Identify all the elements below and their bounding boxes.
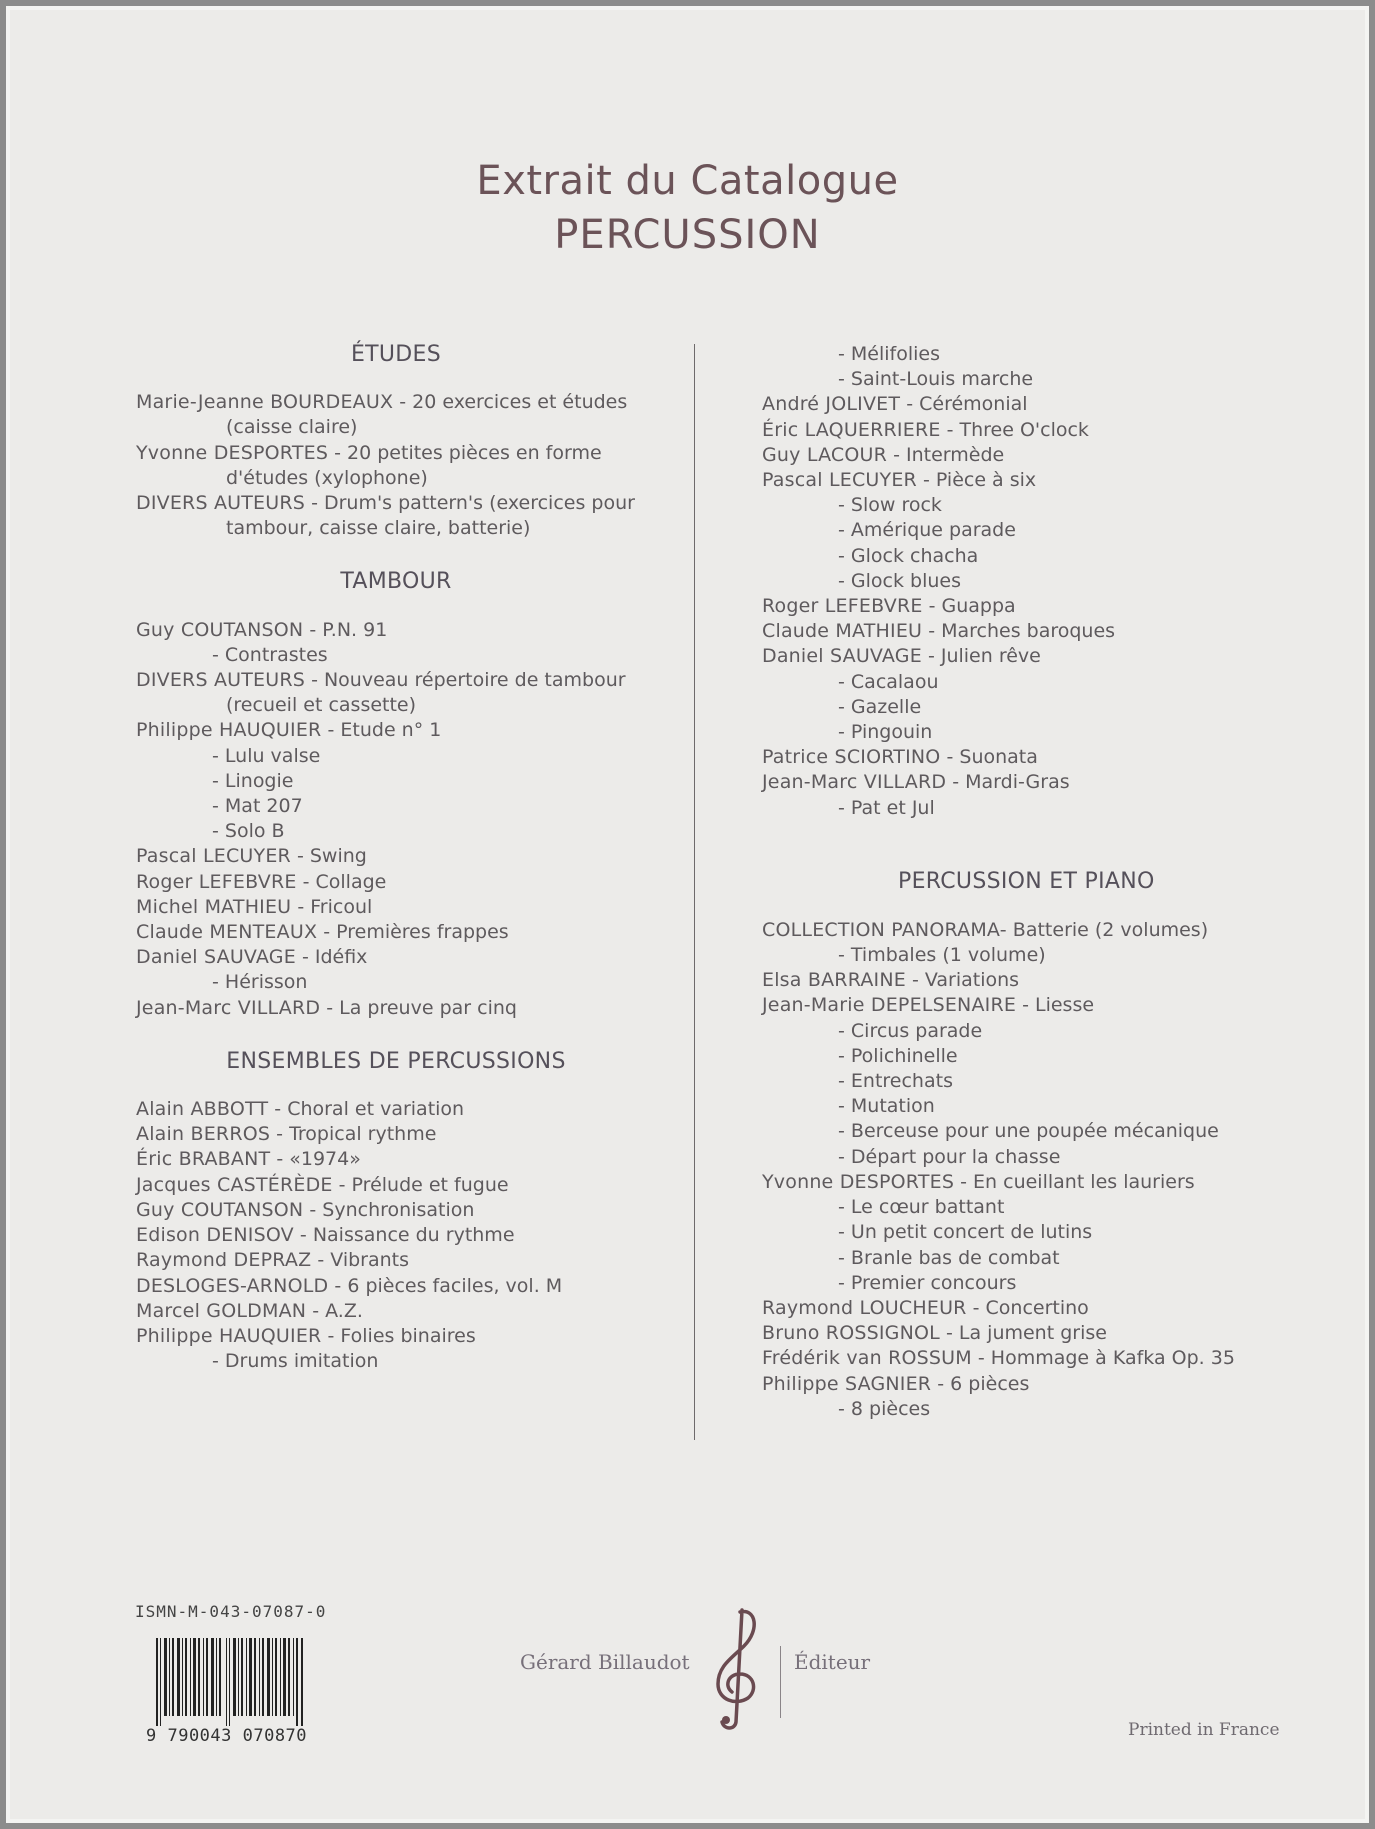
catalogue-entry: Bruno ROSSIGNOL - La jument grise: [762, 1322, 1107, 1345]
section-title-piano: PERCUSSION ET PIANO: [898, 868, 1155, 894]
ismn-code: ISMN-M-043-07087-0: [135, 1602, 327, 1621]
section-title-ensembles: ENSEMBLES DE PERCUSSIONS: [226, 1048, 566, 1074]
tambour-list: [136, 618, 626, 1021]
entry-title: Hérisson: [224, 971, 308, 994]
catalogue-entry: [136, 769, 626, 794]
entry-composer: André JOLIVET: [762, 393, 901, 416]
entry-dash: -: [212, 820, 219, 843]
entry-title: Variations: [924, 969, 1020, 992]
entry-title: Mat 207: [224, 795, 303, 818]
entry-title: Cérémonial: [919, 393, 1028, 416]
entry-composer: Edison DENISOV: [136, 1224, 294, 1247]
entry-composer: Michel MATHIEU: [136, 895, 292, 918]
entry-title: Amérique parade: [850, 519, 1016, 542]
entry-dash: -: [838, 1019, 845, 1042]
catalogue-entry: Marie-Jeanne BOURDEAUX - 20 exercices et études: [136, 391, 628, 414]
entry-title: 6 pièces faciles, vol. M: [347, 1274, 563, 1297]
entry-title: Départ pour la chasse: [850, 1145, 1061, 1168]
catalogue-entry: [762, 918, 1282, 943]
catalogue-entry: [762, 720, 1282, 745]
catalogue-entry: Guy COUTANSON - P.N. 91: [136, 618, 388, 641]
editeur-label: Éditeur: [794, 1650, 871, 1674]
entry-title: Le cœur battant: [850, 1196, 1005, 1219]
catalogue-entry: Jean-Marie DEPELSENAIRE - Liesse: [762, 994, 1095, 1017]
entry-dash: -: [212, 744, 219, 767]
entry-title: Idéfix: [314, 946, 368, 969]
section-title-etudes: ÉTUDES: [350, 342, 442, 367]
entry-composer: Pascal LECUYER: [762, 469, 917, 492]
entry-title: Contrastes: [224, 643, 328, 666]
catalogue-entry: [136, 1349, 626, 1374]
logo-separator: [780, 1646, 781, 1718]
entry-title: En cueillant les lauriers: [973, 1170, 1195, 1193]
catalogue-entry: [762, 367, 1282, 392]
catalogue-entry: Marcel GOLDMAN - A.Z.: [136, 1299, 363, 1322]
entry-title: P.N. 91: [322, 618, 388, 641]
catalogue-entry: [136, 516, 626, 541]
entry-title-continued: tambour, caisse claire, batterie): [226, 517, 531, 540]
entry-title: 20 petites pièces en forme: [347, 441, 602, 464]
barcode-icon: [156, 1638, 304, 1726]
entry-composer: Jean-Marie DEPELSENAIRE: [762, 994, 1017, 1017]
entry-dash: -: [212, 769, 219, 792]
entry-title: Cacalaou: [850, 670, 939, 693]
entry-title: Solo B: [224, 820, 285, 843]
entry-title: Entrechats: [850, 1070, 953, 1093]
catalogue-entry: [762, 1119, 1282, 1144]
entry-title: Julien rêve: [940, 645, 1041, 668]
entry-title: Premières frappes: [336, 921, 509, 944]
entry-dash: -: [212, 643, 219, 666]
entry-composer: Claude MENTEAUX: [136, 921, 318, 944]
catalogue-entry: [136, 693, 626, 718]
entry-dash: -: [838, 1095, 845, 1118]
catalogue-page: [6, 6, 1369, 1823]
catalogue-entry: [762, 493, 1282, 518]
catalogue-entry: [762, 1271, 1282, 1296]
entry-composer: Guy COUTANSON: [136, 1198, 304, 1221]
entry-title: Pingouin: [850, 721, 933, 744]
right-column: [762, 342, 1282, 1422]
entry-composer: Daniel SAUVAGE: [136, 946, 296, 969]
catalogue-entry: Raymond DEPRAZ - Vibrants: [136, 1249, 409, 1272]
catalogue-entry: Guy LACOUR - Intermède: [762, 443, 1005, 466]
entry-dash: -: [838, 1120, 845, 1143]
entry-dash: -: [838, 343, 845, 365]
entry-dash: -: [212, 1350, 219, 1373]
catalogue-entry: Philippe HAUQUIER - Folies binaires: [136, 1324, 476, 1347]
entry-dash: -: [838, 1145, 845, 1168]
entry-title: Berceuse pour une poupée mécanique: [850, 1120, 1219, 1143]
section-title-tambour: TAMBOUR: [340, 569, 452, 595]
entry-composer: Bruno ROSSIGNOL: [762, 1322, 940, 1345]
entry-title: Vibrants: [330, 1249, 409, 1272]
entry-composer: Philippe HAUQUIER: [136, 1324, 322, 1347]
entry-title: Mardi-Gras: [965, 771, 1070, 794]
entry-composer: Jean-Marc VILLARD: [136, 996, 321, 1019]
entry-title: Synchronisation: [322, 1198, 475, 1221]
entry-composer: Alain ABBOTT: [136, 1098, 269, 1121]
entry-dash: -: [838, 670, 845, 693]
catalogue-entry: Raymond LOUCHEUR - Concertino: [762, 1296, 1089, 1319]
catalogue-entry: Roger LEFEBVRE - Guappa: [762, 595, 1016, 618]
entry-composer: Pascal LECUYER: [136, 845, 291, 868]
entry-composer: Roger LEFEBVRE: [136, 870, 297, 893]
piano-list: [762, 918, 1282, 1422]
catalogue-entry: Claude MATHIEU - Marches baroques: [762, 620, 1116, 643]
entry-composer: Frédérik van ROSSUM: [762, 1347, 972, 1370]
entry-title-continued: (recueil et cassette): [226, 694, 417, 717]
catalogue-entry: [762, 695, 1282, 720]
catalogue-entry: Claude MENTEAUX - Premières frappes: [136, 921, 509, 944]
catalogue-entry: André JOLIVET - Cérémonial: [762, 393, 1028, 416]
entry-composer: Philippe SAGNIER: [762, 1372, 932, 1395]
entry-composer: DIVERS AUTEURS: [136, 492, 306, 515]
entry-title: Slow rock: [850, 494, 942, 517]
catalogue-entry: Alain ABBOTT - Choral et variation: [136, 1098, 465, 1121]
catalogue-entry: Guy COUTANSON - Synchronisation: [136, 1198, 475, 1221]
catalogue-entry: [136, 819, 626, 844]
entry-title: Naissance du rythme: [312, 1224, 515, 1247]
entry-dash: -: [838, 519, 845, 542]
entry-title: Nouveau répertoire de tambour: [323, 669, 626, 692]
catalogue-entry: Philippe HAUQUIER - Etude n° 1: [136, 719, 442, 742]
entry-composer: Jean-Marc VILLARD: [762, 771, 947, 794]
entry-composer: Éric LAQUERRIERE: [762, 418, 941, 441]
entry-dash: -: [838, 1070, 845, 1093]
entry-title: La preuve par cinq: [339, 996, 517, 1019]
entry-title: Saint-Louis marche: [850, 368, 1034, 391]
entry-title: Liesse: [1035, 994, 1095, 1017]
entry-composer: Raymond LOUCHEUR: [762, 1296, 967, 1319]
header-line1: Extrait du Catalogue: [476, 158, 899, 204]
catalogue-entry: [762, 544, 1282, 569]
entry-composer: Claude MATHIEU: [762, 620, 923, 643]
entry-title: Suonata: [959, 746, 1038, 769]
entry-composer: DIVERS AUTEURS: [136, 669, 306, 692]
entry-title: Prélude et fugue: [351, 1173, 509, 1196]
entry-dash: -: [838, 1397, 845, 1420]
etudes-list: [136, 390, 635, 541]
catalogue-entry: [762, 1220, 1282, 1245]
entry-title: A.Z.: [325, 1299, 363, 1322]
catalogue-entry: [762, 342, 1282, 367]
entry-title: Drum's pattern's (exercices pour: [323, 492, 635, 515]
entry-dash: -: [838, 1246, 845, 1269]
entry-composer: COLLECTION PANORAMA-: [762, 918, 1007, 941]
entry-composer: Marie-Jeanne BOURDEAUX: [136, 391, 394, 414]
entry-title: Concertino: [985, 1296, 1089, 1319]
catalogue-entry: Éric BRABANT - «1974»: [136, 1148, 361, 1171]
catalogue-header: [10, 158, 1365, 258]
catalogue-entry: [136, 794, 626, 819]
entry-composer: Philippe HAUQUIER: [136, 719, 322, 742]
entry-composer: Yvonne DESPORTES: [136, 441, 329, 464]
ensembles-list: [136, 1097, 626, 1374]
entry-title: Glock chacha: [850, 544, 979, 567]
entry-title: 6 pièces: [950, 1372, 1030, 1395]
entry-composer: Patrice SCIORTINO: [762, 746, 941, 769]
catalogue-entry: [762, 943, 1282, 968]
entry-title: Polichinelle: [850, 1044, 958, 1067]
entry-dash: -: [838, 1221, 845, 1244]
entry-dash: -: [838, 1044, 845, 1067]
catalogue-entry: Roger LEFEBVRE - Collage: [136, 870, 387, 893]
catalogue-entry: [762, 1094, 1282, 1119]
ensembles-continued-list: [762, 342, 1282, 821]
entry-dash: -: [838, 1271, 845, 1294]
catalogue-entry: Jacques CASTÉRÈDE - Prélude et fugue: [136, 1173, 509, 1196]
catalogue-entry: Alain BERROS - Tropical rythme: [136, 1123, 437, 1146]
catalogue-entry: Pascal LECUYER - Pièce à six: [762, 469, 1037, 492]
catalogue-entry: [762, 1069, 1282, 1094]
catalogue-entry: Frédérik van ROSSUM - Hommage à Kafka Op. 35: [762, 1347, 1235, 1370]
catalogue-entry: Daniel SAUVAGE - Julien rêve: [762, 645, 1041, 668]
left-column: [136, 342, 635, 1374]
catalogue-entry: [762, 1195, 1282, 1220]
catalogue-entry: [136, 970, 626, 995]
entry-composer: Guy LACOUR: [762, 443, 888, 466]
catalogue-entry: [762, 1397, 1282, 1422]
entry-composer: Alain BERROS: [136, 1123, 271, 1146]
entry-dash: -: [838, 721, 845, 744]
printed-in-france: Printed in France: [1128, 1720, 1280, 1740]
entry-dash: -: [212, 971, 219, 994]
entry-dash: -: [838, 695, 845, 718]
entry-title: Branle bas de combat: [850, 1246, 1060, 1269]
entry-composer: Roger LEFEBVRE: [762, 595, 923, 618]
entry-title: Pat et Jul: [850, 796, 935, 819]
entry-title: Glock blues: [850, 569, 961, 592]
entry-title: 20 exercices et études: [412, 391, 628, 414]
entry-title: Intermède: [906, 443, 1005, 466]
entry-title: Batterie (2 volumes): [1012, 918, 1209, 941]
entry-title: Mélifolies: [850, 343, 941, 365]
barcode-number: 9 790043 070870: [146, 1726, 308, 1746]
entry-composer: DESLOGES-ARNOLD: [136, 1274, 329, 1297]
entry-title: «1974»: [289, 1148, 361, 1171]
entry-title: Marches baroques: [941, 620, 1116, 643]
catalogue-entry: [762, 796, 1282, 821]
entry-composer: Elsa BARRAINE: [762, 969, 906, 992]
publisher-name: Gérard Billaudot: [520, 1650, 690, 1674]
entry-title: Choral et variation: [287, 1098, 465, 1121]
entry-title: Three O'clock: [959, 418, 1089, 441]
catalogue-entry: Pascal LECUYER - Swing: [136, 845, 367, 868]
catalogue-entry: [762, 569, 1282, 594]
entry-composer: Éric BRABANT: [136, 1148, 271, 1171]
catalogue-entry: Edison DENISOV - Naissance du rythme: [136, 1224, 515, 1247]
entry-title: Drums imitation: [224, 1350, 379, 1373]
entry-composer: Guy COUTANSON: [136, 618, 304, 641]
entry-title: Lulu valse: [224, 744, 321, 767]
entry-title: Swing: [309, 845, 367, 868]
entry-title: Gazelle: [850, 695, 922, 718]
entry-title: Folies binaires: [340, 1324, 476, 1347]
entry-title: Hommage à Kafka Op. 35: [990, 1347, 1235, 1370]
entry-dash: -: [838, 368, 845, 391]
entry-title: Collage: [315, 870, 387, 893]
catalogue-entry: [762, 1019, 1282, 1044]
catalogue-entry: [136, 466, 626, 491]
entry-dash: -: [838, 944, 845, 967]
catalogue-entry: Yvonne DESPORTES - 20 petites pièces en forme: [136, 441, 602, 464]
catalogue-entry: [762, 1044, 1282, 1069]
catalogue-entry: [136, 415, 626, 440]
catalogue-entry: Patrice SCIORTINO - Suonata: [762, 746, 1038, 769]
entry-title: La jument grise: [958, 1322, 1107, 1345]
entry-composer: Marcel GOLDMAN: [136, 1299, 307, 1322]
entry-composer: Jacques CASTÉRÈDE: [136, 1173, 333, 1196]
catalogue-entry: Michel MATHIEU - Fricoul: [136, 895, 373, 918]
catalogue-entry: [762, 670, 1282, 695]
entry-composer: Yvonne DESPORTES: [762, 1170, 955, 1193]
catalogue-entry: Jean-Marc VILLARD - Mardi-Gras: [762, 771, 1070, 794]
entry-title: Linogie: [224, 769, 294, 792]
catalogue-entry: Yvonne DESPORTES - En cueillant les lauriers: [762, 1170, 1195, 1193]
entry-title: Circus parade: [850, 1019, 983, 1042]
catalogue-entry: Jean-Marc VILLARD - La preuve par cinq: [136, 996, 517, 1019]
entry-dash: -: [838, 569, 845, 592]
catalogue-entry: DIVERS AUTEURS - Nouveau répertoire de tambour: [136, 669, 626, 692]
entry-dash: -: [838, 796, 845, 819]
entry-title: Premier concours: [850, 1271, 1017, 1294]
entry-title: Tropical rythme: [289, 1123, 437, 1146]
catalogue-entry: [136, 744, 626, 769]
catalogue-entry: [762, 518, 1282, 543]
entry-title-continued: (caisse claire): [226, 416, 358, 439]
catalogue-entry: DIVERS AUTEURS - Drum's pattern's (exercices pour: [136, 492, 635, 515]
entry-title: Fricoul: [310, 895, 373, 918]
entry-dash: -: [838, 544, 845, 567]
catalogue-entry: [762, 1145, 1282, 1170]
entry-dash: -: [838, 1196, 845, 1219]
column-divider: [694, 344, 695, 1440]
entry-title: Guappa: [941, 595, 1016, 618]
entry-title: Pièce à six: [935, 469, 1037, 492]
entry-title: Mutation: [850, 1095, 935, 1118]
entry-composer: Daniel SAUVAGE: [762, 645, 922, 668]
entry-title: Etude n° 1: [340, 719, 442, 742]
treble-clef-logo-icon: [696, 1604, 776, 1732]
entry-title: 8 pièces: [850, 1397, 931, 1420]
catalogue-entry: Philippe SAGNIER - 6 pièces: [762, 1372, 1030, 1395]
catalogue-entry: Elsa BARRAINE - Variations: [762, 969, 1020, 992]
catalogue-entry: Éric LAQUERRIERE - Three O'clock: [762, 418, 1089, 441]
entry-composer: Raymond DEPRAZ: [136, 1249, 312, 1272]
catalogue-entry: DESLOGES-ARNOLD - 6 pièces faciles, vol. M: [136, 1274, 563, 1297]
entry-title: Timbales (1 volume): [850, 944, 1046, 967]
entry-dash: -: [212, 795, 219, 818]
header-line2: PERCUSSION: [554, 212, 821, 258]
catalogue-entry: [136, 643, 626, 668]
entry-dash: -: [838, 494, 845, 517]
catalogue-entry: [762, 1246, 1282, 1271]
entry-title: Un petit concert de lutins: [850, 1221, 1093, 1244]
entry-title-continued: d'études (xylophone): [226, 466, 428, 489]
catalogue-entry: Daniel SAUVAGE - Idéfix: [136, 946, 368, 969]
